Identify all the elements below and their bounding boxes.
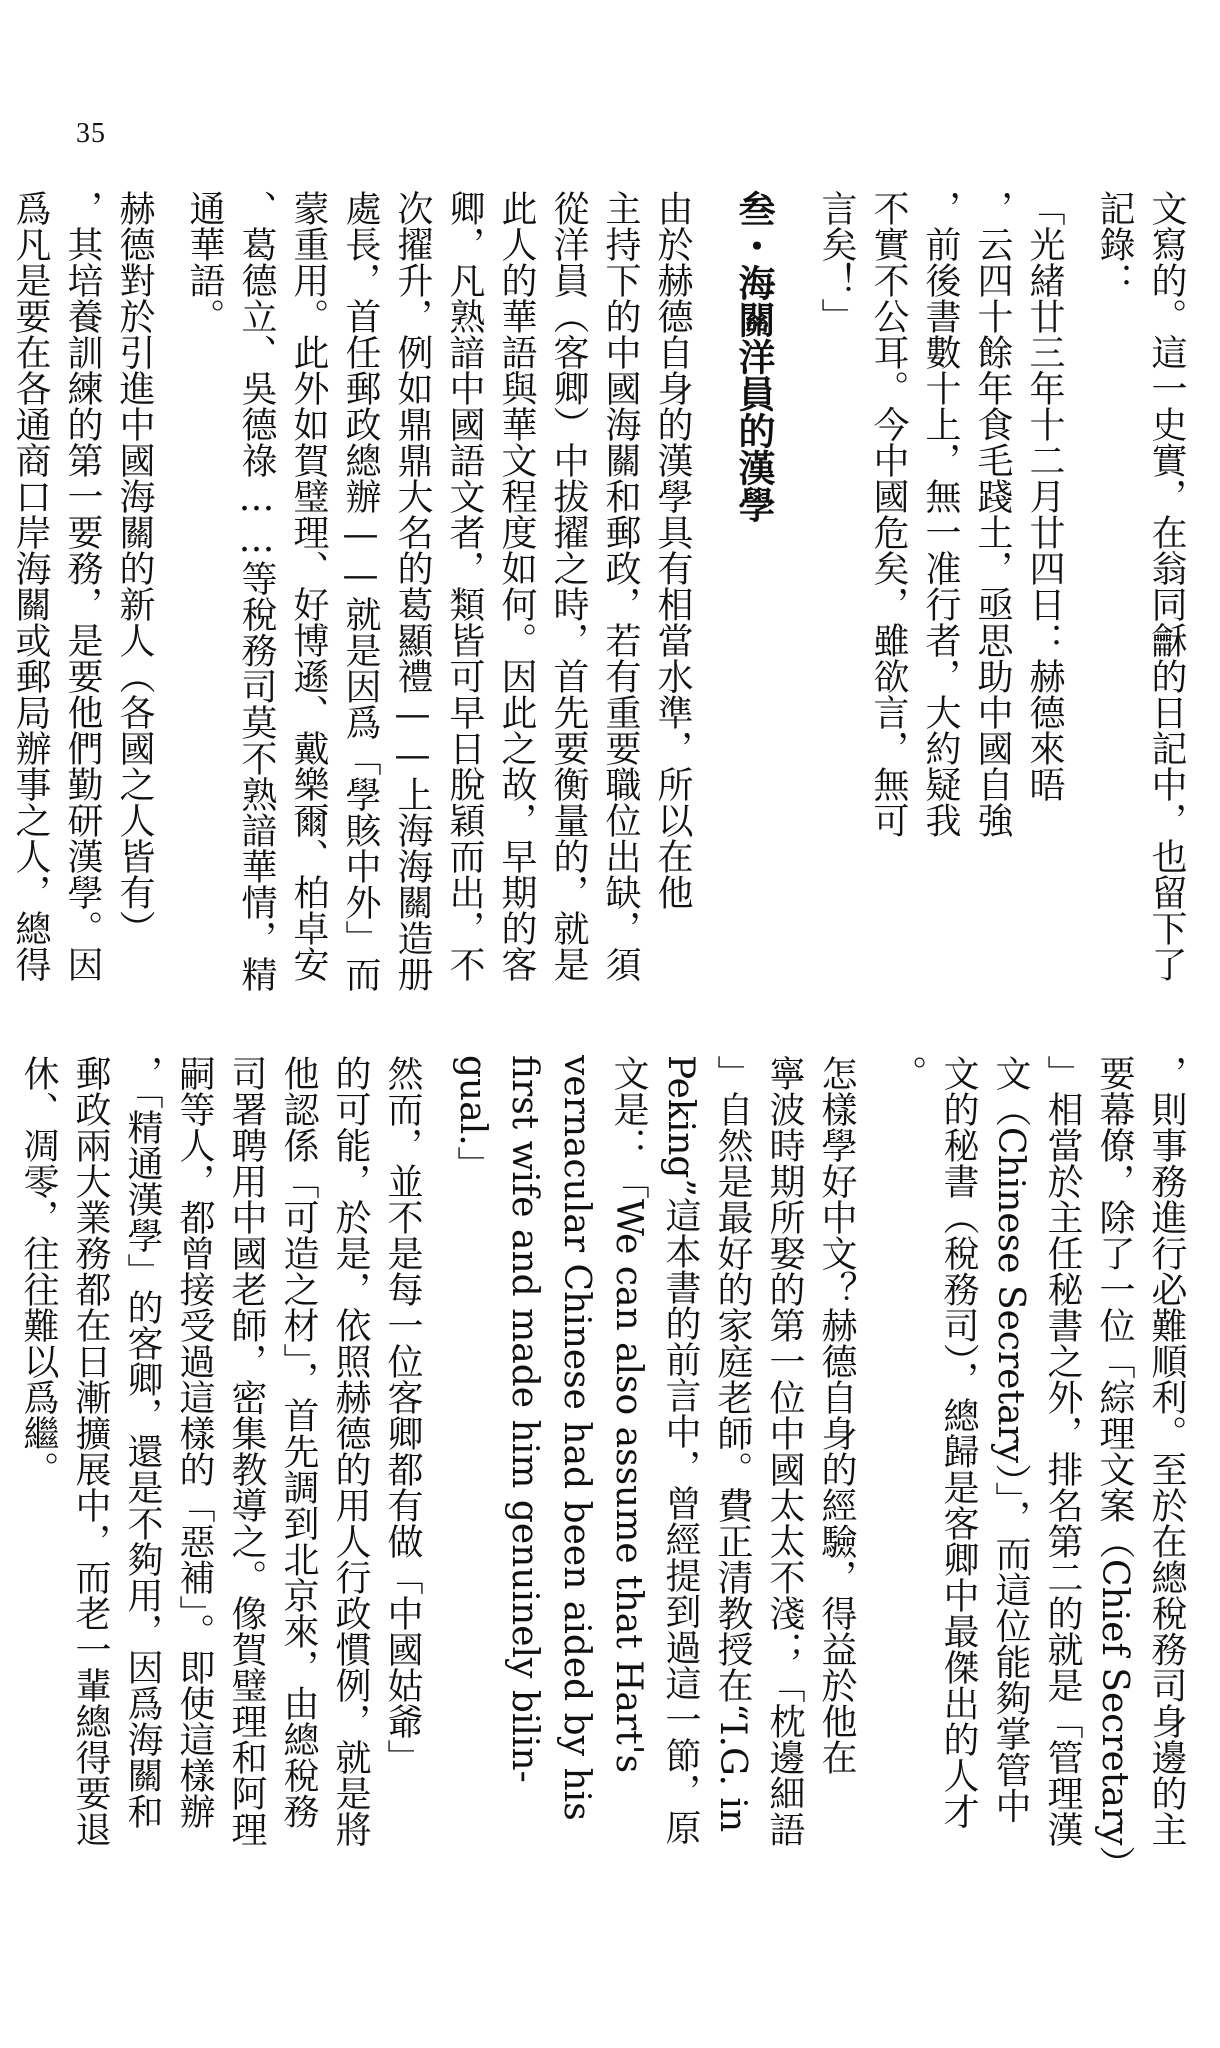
text-column: 。 [886,1055,927,1091]
text-column: ，其培養訓練的第一要務，是要他們勤研漢學。因 [62,190,103,982]
text-column: 他認係「可造之材」，首先調到北京來，由總稅務 [278,1055,319,1829]
text-column: 的可能，於是，依照赫德的用人行政慣例，就是將 [330,1055,371,1847]
text-column: 寧波時期所娶的第一位中國太太不淺；「枕邊細語 [764,1055,805,1847]
text-column: 爲凡是要在各通商口岸海關或郵局辦事之人，總得 [10,190,51,982]
text-column: vernacular Chinese had been aided by his [556,1055,597,1821]
text-column: ，則事務進行必難順利。至於在總稅務司身邊的主 [1146,1055,1187,1847]
text-column: 司署聘用中國老師，密集教導之。像賀璧理和阿理 [226,1055,267,1847]
text-column: 赫德對於引進中國海關的新人（各國之人皆有） [114,190,155,946]
quote-column: ，云四十餘年食毛踐土，亟思助中國自強 [972,190,1013,838]
text-column: 卿，凡熟諳中國語文者，類皆可早日脫穎而出，不 [444,190,485,982]
text-column: 由於赫德自身的漢學具有相當水準，所以在他 [652,190,693,910]
text-column: 此人的華語與華文程度如何。因此之故，早期的客 [496,190,537,982]
page-number: 35 [76,118,106,149]
text-column: 郵政兩大業務都在日漸擴展中，而老一輩總得要退 [70,1055,111,1847]
text-column: 然而，並不是每一位客卿都有做「中國姑爺」 [382,1055,423,1775]
text-column: 文（Chinese Secretary）」，而這位能夠掌管中 [990,1055,1031,1824]
text-column: 怎樣學好中文？赫德自身的經驗，得益於他在 [816,1055,857,1775]
text-column: 嗣等人，都曾接受過這樣的「惡補」。即使這樣辦 [174,1055,215,1829]
quote-column: 不實不公耳。今中國危矣，雖欲言，無可 [868,190,909,838]
text-column: 休、凋零，往往難以爲繼。 [18,1055,59,1487]
quote-column: 「光緒廿三年十二月廿四日：赫德來晤 [1024,190,1065,802]
text-column: 」自然是最好的家庭老師。費正清教授在“I.G. in [712,1055,753,1833]
text-column: first wife and made him genuinely bilin- [504,1055,545,1783]
text-column: 記錄： [1094,190,1135,298]
quote-column: 言矣！」 [816,190,857,334]
text-column: ，「精通漢學」的客卿，還是不夠用，因爲海關和 [122,1055,163,1829]
text-column: 文是：「We can also assume that Hart's [608,1055,649,1774]
text-column: 從洋員（客卿）中拔擢之時，首先要衡量的，就是 [548,190,589,982]
text-column: 主持下的中國海關和郵政，若有重要職位出缺，須 [600,190,641,982]
text-column: Peking”這本書的前言中，曾經提到過這一節，原 [660,1055,701,1845]
text-column: 蒙重用。此外如賀璧理、好博遜、戴樂爾、柏卓安 [288,190,329,982]
section-heading: 叁・海關洋員的漢學 [732,190,776,523]
text-column: 要幕僚，除了一位「綜理文案（Chief Secretary） [1094,1055,1135,1882]
quote-column: ，前後書數十上，無一准行者，大約疑我 [920,190,961,838]
upper-text-block [10,190,1192,1010]
text-column: 文的秘書（稅務司），總歸是客卿中最傑出的人才 [938,1055,979,1829]
text-column: gual.」 [452,1055,493,1182]
text-column: 次擢升，例如鼎鼎大名的葛顯禮——上海海關造册 [392,190,433,992]
text-column: 文寫的。這一史實，在翁同龢的日記中，也留下了 [1146,190,1187,982]
text-column: 、葛德立、吳德祿……等稅務司莫不熟諳華情，精 [236,190,277,992]
text-column: 通華語。 [184,190,225,334]
text-column: 」相當於主任秘書之外，排名第二的就是「管理漢 [1042,1055,1083,1847]
lower-text-block [18,1055,1192,2015]
text-column: 處長，首任郵政總辦——就是因爲「學賅中外」而 [340,190,381,992]
